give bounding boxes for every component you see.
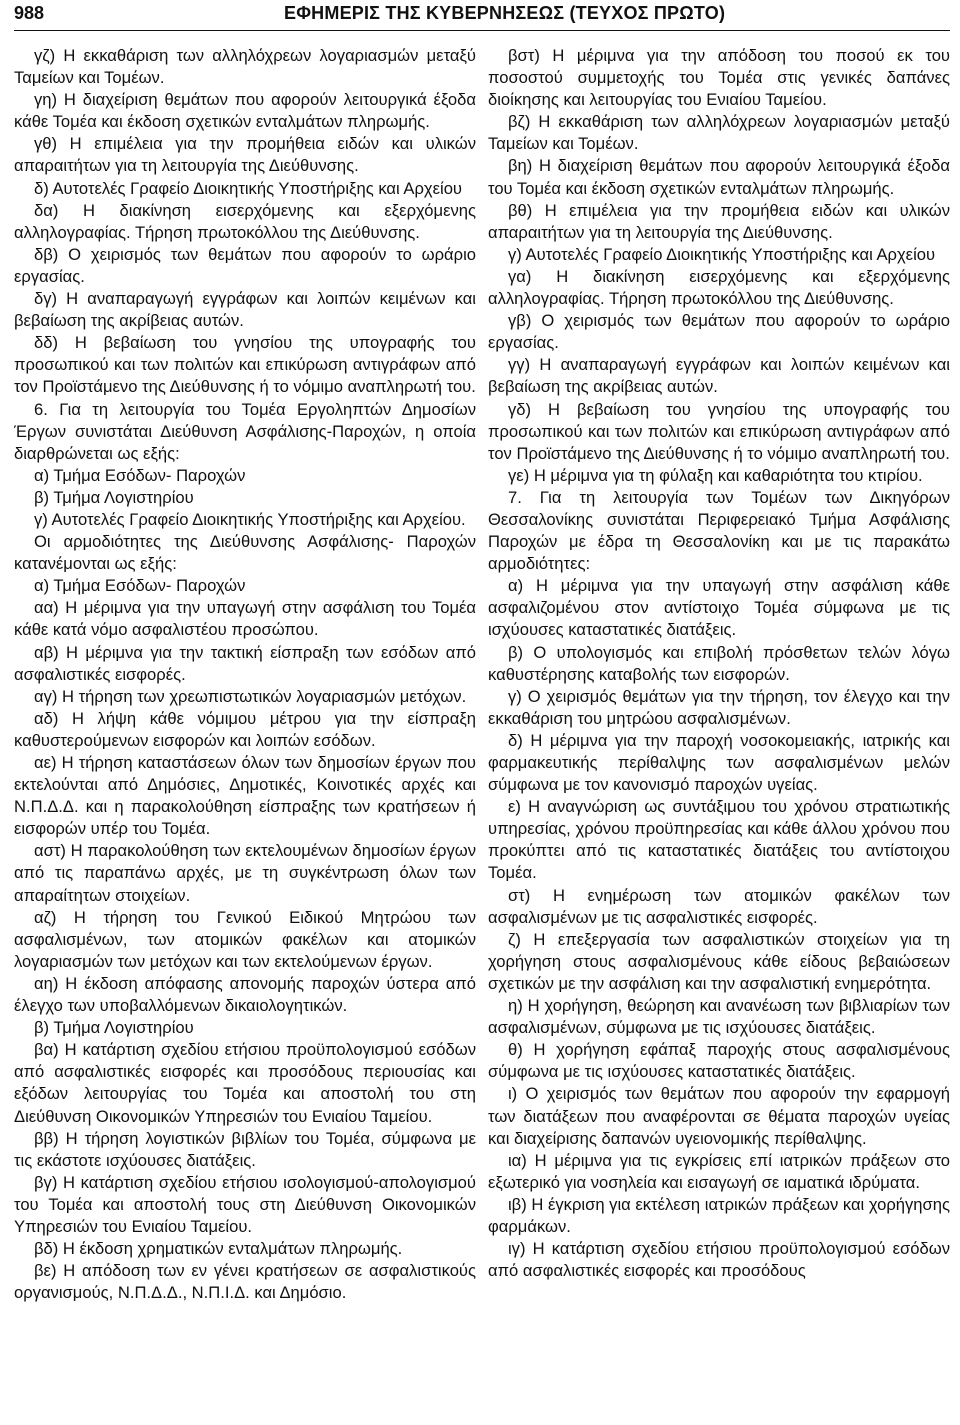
paragraph: δδ) Η βεβαίωση του γνησίου της υπογραφής του προσωπικού και των πολιτών και επικύρωση αντιγράφων από τον Προϊστάμενο της Διεύθυνσης ή το νόμιμο αναπληρωτή του. — [14, 333, 476, 397]
paragraph: γα) Η διακίνηση εισερχόμενης και εξερχόμενης αλληλογραφίας. Τήρηση πρωτοκόλλου της Διεύθυνσης. — [488, 266, 950, 309]
paragraph: βα) Η κατάρτιση σχεδίου ετήσιου προϋπολογισμού εσόδων από ασφαλιστικές εισφορές και προσόδους περιουσίας και εξόδων λειτουργίας του Τομέα και αποστολή του στη Διεύθυνση Οικονομικών Υπηρεσιών του Ενιαίου Ταμείου. — [14, 1040, 476, 1126]
paragraph: γ) Ο χειρισμός θεμάτων για την τήρηση, τον έλεγχο και την εκκαθάριση του μητρώου ασφαλισμένων. — [488, 686, 950, 728]
paragraph: αβ) Η μέριμνα για την τακτική είσπραξη των εσόδων από ασφαλιστικές εισφορές. — [14, 642, 476, 684]
paragraph: γ) Αυτοτελές Γραφείο Διοικητικής Υποστήριξης και Αρχείου. — [34, 509, 466, 529]
paragraph: ια) Η μέριμνα για τις εγκρίσεις επί ιατρικών πράξεων στο εξωτερικό για νοσηλεία και εισαγωγή σε ιαματικά ιδρύματα. — [488, 1150, 950, 1192]
paragraph: ι) Ο χειρισμός των θεμάτων που αφορούν την εφαρμογή των διατάξεων που αναφέρονται σε θέματα παροχών υγείας και διαχείρισης δαπανών υγειονομικής περίθαλψης. — [488, 1084, 950, 1148]
paragraph: γ) Αυτοτελές Γραφείο Διοικητικής Υποστήριξης και Αρχείου — [508, 244, 936, 264]
text-columns — [14, 45, 950, 1420]
paragraph: δ) Η μέριμνα για την παροχή νοσοκομειακής, ιατρικής και φαρμακευτικής περίθαλψης των ασφαλισμένων μελών σύμφωνα με τον κανονισμό παροχών υγείας. — [488, 730, 950, 795]
paragraph: αδ) Η λήψη κάθε νόμιμου μέτρου για την είσπραξη καθυστερούμενων εισφορών και λοιπών εσόδων. — [14, 708, 476, 750]
paragraph: βζ) Η εκκαθάριση των αλληλόχρεων λογαριασμών μεταξύ Ταμείων και Τομέων. — [488, 112, 950, 154]
right-column — [488, 45, 950, 1420]
paragraph: βδ) Η έκδοση χρηματικών ενταλμάτων πληρωμής. — [34, 1239, 403, 1259]
paragraph: θ) Η χορήγηση εφάπαξ παροχής στους ασφαλισμένους σύμφωνα με τις ισχύουσες καταστατικές διατάξεις. — [488, 1040, 950, 1082]
paragraph: αε) Η τήρηση καταστάσεων όλων των δημοσίων έργων που εκτελούνται από Δημόσιες, Δημοτικές, Κοινοτικές αρχές και Ν.Π.Δ.Δ. και η παρακολούθηση είσπραξης των κρατήσεων ή εισφορών υπέρ του Τομέα. — [14, 753, 476, 839]
paragraph: γγ) Η αναπαραγωγή εγγράφων και λοιπών κειμένων και βεβαίωση της ακρίβειας αυτών. — [488, 355, 950, 397]
page-number: 988 — [14, 3, 45, 23]
paragraph: α) Η μέριμνα για την υπαγωγή στην ασφάλιση κάθε ασφαλιζομένου στον αντίστοιχο Τομέα σύμφωνα με τις ισχύουσες καταστατικές διατάξεις. — [488, 576, 950, 640]
paragraph: Οι αρμοδιότητες της Διεύθυνσης Ασφάλισης- Παροχών κατανέμονται ως εξής: — [14, 532, 476, 574]
paragraph: ε) Η αναγνώριση ως συντάξιμου του χρόνου στρατιωτικής υπηρεσίας, χρόνου προϋπηρεσίας και κάθε άλλου χρόνου που προκύπτει από τις καταστατικές διατάξεις του αντίστοιχου Τομέα. — [488, 797, 950, 883]
paragraph: βστ) Η μέριμνα για την απόδοση του ποσού εκ του ποσοστού συμμετοχής του Τομέα στις γενικές δαπάνες διοίκησης και λειτουργίας του Ενιαίου Ταμείου. — [488, 46, 950, 110]
paragraph: αστ) Η παρακολούθηση των εκτελουμένων δημοσίων έργων από τις παραπάνω αρχές, με τη συγκέντρωση όλων των απαραίτητων στοιχείων. — [14, 841, 476, 905]
paragraph: β) Τμήμα Λογιστηρίου — [34, 1018, 194, 1038]
paragraph: α) Τμήμα Εσόδων- Παροχών — [34, 576, 246, 596]
paragraph: βγ) Η κατάρτιση σχεδίου ετήσιου ισολογισμού-απολογισμού του Τομέα και αποστολή τους στη Διεύθυνση Οικονομικών Υπηρεσιών του Ενιαίου Ταμείου. — [14, 1172, 476, 1236]
paragraph: γβ) Ο χειρισμός των θεμάτων που αφορούν το ωράριο εργασίας. — [488, 311, 950, 353]
paragraph: αη) Η έκδοση απόφασης απονομής παροχών ύστερα από έλεγχο των υποβαλλόμενων δικαιολογητικών. — [14, 973, 476, 1016]
paragraph: δβ) Ο χειρισμός των θεμάτων που αφορούν το ωράριο εργασίας. — [14, 244, 476, 286]
paragraph: στ) Η ενημέρωση των ατομικών φακέλων των ασφαλισμένων με τις ασφαλιστικές εισφορές. — [488, 885, 950, 927]
paragraph: δ) Αυτοτελές Γραφείο Διοικητικής Υποστήριξης και Αρχείου — [34, 178, 462, 198]
paragraph: βθ) Η επιμέλεια για την προμήθεια ειδών και υλικών απαραιτήτων για τη λειτουργία της Διεύθυνσης. — [488, 200, 950, 242]
paragraph: γε) Η μέριμνα για τη φύλαξη και καθαριότητα του κτιρίου. — [508, 465, 923, 485]
paragraph: βη) Η διαχείριση θεμάτων που αφορούν λειτουργικά έξοδα του Τομέα και έκδοση σχετικών ενταλμάτων πληρωμής. — [488, 156, 950, 198]
paragraph: γθ) Η επιμέλεια για την προμήθεια ειδών και υλικών απαραιτήτων για τη λειτουργία της Διεύθυνσης. — [14, 134, 476, 176]
paragraph: ζ) Η επεξεργασία των ασφαλιστικών στοιχείων για τη χορήγηση στους ασφαλισμένους κάθε είδους βεβαιώσεων σχετικών με την ασφάλιση και την ασφαλιστική ενημερότητα. — [488, 929, 950, 993]
paragraph: αα) Η μέριμνα για την υπαγωγή στην ασφάλιση του Τομέα κάθε κατά νόμο ασφαλιστέου προσώπου. — [14, 598, 476, 640]
paragraph: α) Τμήμα Εσόδων- Παροχών — [34, 465, 246, 485]
running-title: ΕΦΗΜΕΡΙΣ ΤΗΣ ΚΥΒΕΡΝΗΣΕΩΣ (ΤΕΥΧΟΣ ΠΡΩΤΟ) — [284, 3, 726, 23]
paragraph: ιβ) Η έγκριση για εκτέλεση ιατρικών πράξεων και χορήγησης φαρμάκων. — [488, 1194, 950, 1236]
paragraph: δα) Η διακίνηση εισερχόμενης και εξερχόμενης αλληλογραφίας. Τήρηση πρωτοκόλλου της Διεύθυνσης. — [14, 200, 476, 242]
paragraph: β) Τμήμα Λογιστηρίου — [34, 487, 194, 507]
paragraph: η) Η χορήγηση, θεώρηση και ανανέωση των βιβλιαρίων των ασφαλισμένων, σύμφωνα με τις ισχύουσες διατάξεις. — [488, 996, 950, 1038]
left-column — [14, 45, 476, 1420]
page-header — [14, 0, 950, 31]
paragraph: ιγ) Η κατάρτιση σχεδίου ετήσιου προϋπολογισμού εσόδων από ασφαλιστικές εισφορές και προσόδους — [488, 1239, 950, 1281]
paragraph: 6. Για τη λειτουργία του Τομέα Εργοληπτών Δημοσίων Έργων συνιστάται Διεύθυνση Ασφάλισης-Παροχών, η οποία διαρθρώνεται ως εξής: — [14, 399, 476, 463]
paragraph: αγ) Η τήρηση των χρεωπιστωτικών λογαριασμών μετόχων. — [34, 686, 467, 706]
paragraph: γδ) Η βεβαίωση του γνησίου της υπογραφής του προσωπικού και των πολιτών και επικύρωση αντιγράφων από τον Προϊστάμενο της Διεύθυνσης ή το νόμιμο αναπληρωτή του. — [488, 399, 950, 463]
paragraph: δγ) Η αναπαραγωγή εγγράφων και λοιπών κειμένων και βεβαίωση της ακρίβειας αυτών. — [14, 289, 476, 331]
paragraph: γζ) Η εκκαθάριση των αλληλόχρεων λογαριασμών μεταξύ Ταμείων και Τομέων. — [14, 46, 476, 88]
paragraph: β) Ο υπολογισμός και επιβολή πρόσθετων τελών λόγω καθυστέρησης καταβολής των εισφορών. — [488, 642, 950, 684]
paragraph: ββ) Η τήρηση λογιστικών βιβλίων του Τομέα, σύμφωνα με τις εκάστοτε ισχύουσες διατάξεις. — [14, 1128, 476, 1170]
paragraph: 7. Για τη λειτουργία των Τομέων των Δικηγόρων Θεσσαλονίκης συνιστάται Περιφερειακό Τμήμα Ασφάλισης Παροχών με έδρα τη Θεσσαλονίκη και με τις παρακάτω αρμοδιότητες: — [488, 487, 950, 574]
paragraph: γη) Η διαχείριση θεμάτων που αφορούν λειτουργικά έξοδα κάθε Τομέα και έκδοση σχετικών ενταλμάτων πληρωμής. — [14, 90, 476, 132]
paragraph: βε) Η απόδοση των εν γένει κρατήσεων σε ασφαλιστικούς οργανισμούς, Ν.Π.Δ.Δ., Ν.Π.Ι.Δ. και Δημόσιο. — [14, 1261, 476, 1303]
paragraph: αζ) Η τήρηση του Γενικού Ειδικού Μητρώου των ασφαλισμένων, των ατομικών φακέλων και ατομικών λογαριασμών των μετόχων και των εκτελούμενων έργων. — [14, 907, 476, 971]
